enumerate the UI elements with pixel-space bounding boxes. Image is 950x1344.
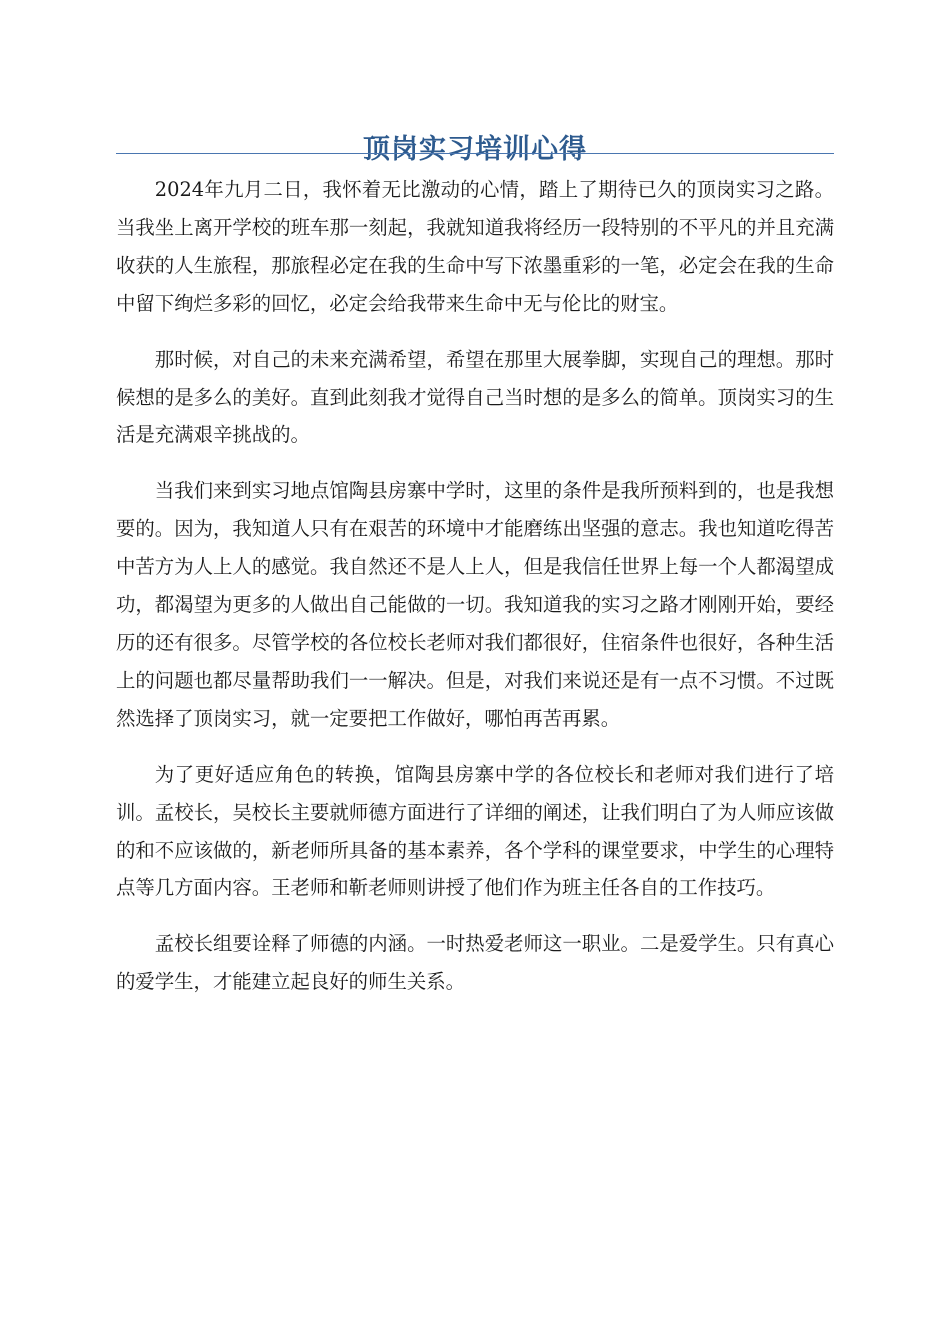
document-title: 顶岗实习培训心得	[363, 134, 587, 166]
paragraph-1: 2024年九月二日，我怀着无比激动的心情，踏上了期待已久的顶岗实习之路。当我坐上离开学校的班车那一刻起，我就知道我将经历一段特别的不平凡的并且充满收获的人生旅程，那旅程必定在我的生命中写下浓墨重彩的一笔，必定会在我的生命中留下绚烂多彩的回忆，必定会给我带来生命中无与伦比的财宝。	[116, 178, 834, 315]
paragraph-2: 那时候，对自己的未来充满希望，希望在那里大展拳脚，实现自己的理想。那时候想的是多么的美好。直到此刻我才觉得自己当时想的是多么的简单。顶岗实习的生活是充满艰辛挑战的。	[116, 347, 834, 447]
paragraph-5: 孟校长组要诠释了师德的内涵。一时热爱老师这一职业。二是爱学生。只有真心的爱学生，才能建立起良好的师生关系。	[116, 932, 834, 994]
title-underline	[116, 153, 834, 154]
document-body	[116, 171, 834, 1019]
paragraph-4: 为了更好适应角色的转换，馆陶县房寨中学的各位校长和老师对我们进行了培训。孟校长，吴校长主要就师德方面进行了详细的阐述，让我们明白了为人师应该做的和不应该做的，新老师所具备的基本素养，各个学科的课堂要求，中学生的心理特点等几方面内容。王老师和靳老师则讲授了他们作为班主任各自的工作技巧。	[116, 762, 834, 900]
paragraph-3: 当我们来到实习地点馆陶县房寨中学时，这里的条件是我所预料到的，也是我想要的。因为，我知道人只有在艰苦的环境中才能磨练出坚强的意志。我也知道吃得苦中苦方为人上人的感觉。我自然还不是人上人，但是我信任世界上每一个人都渴望成功，都渴望为更多的人做出自己能做的一切。我知道我的实习之路才刚刚开始，要经历的还有很多。尽管学校的各位校长老师对我们都很好，住宿条件也很好，各种生活上的问题也都尽量帮助我们一一解决。但是，对我们来说还是有一点不习惯。不过既然选择了顶岗实习，就一定要把工作做好，哪怕再苦再累。	[116, 479, 834, 730]
